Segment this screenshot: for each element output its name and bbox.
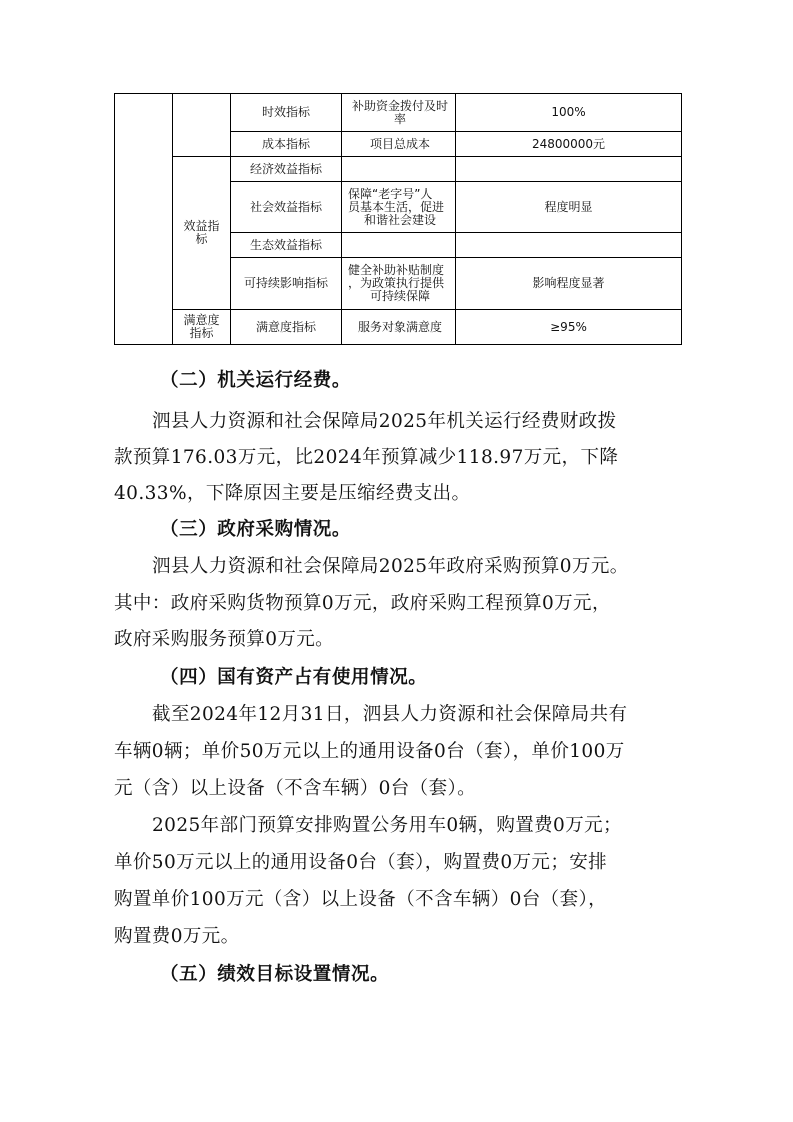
description-line: 补助资金拨付及时 [351, 98, 448, 113]
value-cell: ≥95% [456, 310, 682, 345]
indicator-cell: 时效指标 [231, 94, 342, 132]
description-line: 服务对象满意度 [357, 319, 442, 334]
value-cell: 24800000元 [456, 132, 682, 157]
indicator-cell: 社会效益指标 [231, 182, 342, 233]
paragraph-line: 泗县人力资源和社会保障局2025年机关运行经费财政拨 [152, 411, 617, 432]
paragraph-line: 其中：政府采购货物预算0万元，政府采购工程预算0万元， [114, 593, 611, 614]
paragraph-line: 40.33%，下降原因主要是压缩经费支出。 [114, 483, 471, 504]
paragraph-line: 2025年部门预算安排购置公务用车0辆，购置费0万元； [152, 815, 622, 836]
description-cell [342, 94, 456, 132]
description-line: 项目总成本 [369, 136, 430, 151]
performance-indicator-table [114, 93, 682, 345]
satisfaction-label-line: 指标 [189, 326, 214, 340]
value-cell [456, 233, 682, 258]
benefit-indicator-cell [173, 157, 231, 310]
description-line: 健全补助补贴制度 [348, 263, 445, 277]
paragraph-line: 政府采购服务预算0万元。 [114, 629, 335, 650]
value-cell [456, 157, 682, 182]
section-heading: （四）国有资产占有使用情况。 [160, 667, 428, 688]
paragraph-line: 购置单价100万元（含）以上设备（不含车辆）0台（套）， [114, 889, 608, 910]
indicator-cell: 成本指标 [231, 132, 342, 157]
indicator-cell: 满意度指标 [231, 310, 342, 345]
indicator-cell: 经济效益指标 [231, 157, 342, 182]
table-row [115, 310, 682, 345]
value-cell: 100% [456, 94, 682, 132]
description-cell [342, 258, 456, 310]
section-heading: （五）绩效目标设置情况。 [160, 964, 390, 985]
section-heading: （三）政府采购情况。 [160, 519, 352, 540]
paragraph-line: 泗县人力资源和社会保障局2025年政府采购预算0万元。 [152, 556, 629, 577]
value-cell: 程度明显 [456, 182, 682, 233]
description-line: 和谐社会建设 [363, 212, 436, 227]
paragraph-line: 车辆0辆；单价50万元以上的通用设备0台（套），单价100万 [114, 741, 625, 762]
table-row [115, 94, 682, 132]
description-cell [342, 182, 456, 233]
description-line: ，为政策执行提供 [348, 276, 445, 290]
benefit-label-line: 效益指 [183, 219, 220, 233]
description-cell [342, 157, 456, 182]
paragraph-line: 购置费0万元。 [114, 926, 240, 947]
description-cell [342, 310, 456, 345]
benefit-label-line: 标 [195, 232, 208, 246]
value-cell: 影响程度显著 [456, 258, 682, 310]
paragraph-line: 单价50万元以上的通用设备0台（套），购置费0万元；安排 [114, 852, 608, 873]
section-heading: （二）机关运行经费。 [160, 370, 352, 391]
description-line: 保障“老字号”人 [348, 186, 433, 201]
description-line: 可持续保障 [369, 289, 430, 303]
satisfaction-label-line: 满意度 [183, 313, 220, 327]
level1-cell [115, 94, 173, 345]
indicator-cell: 生态效益指标 [231, 233, 342, 258]
paragraph-line: 截至2024年12月31日，泗县人力资源和社会保障局共有 [152, 704, 628, 725]
paragraph-line: 元（含）以上设备（不含车辆）0台（套）。 [114, 778, 477, 799]
description-line: 员基本生活，促进 [348, 199, 445, 214]
table-row [115, 157, 682, 182]
paragraph-line: 款预算176.03万元，比2024年预算减少118.97万元，下降 [114, 447, 619, 468]
description-cell [342, 233, 456, 258]
description-line: 率 [393, 111, 406, 126]
indicator-cell: 可持续影响指标 [231, 258, 342, 310]
description-cell [342, 132, 456, 157]
satisfaction-indicator-cell [173, 310, 231, 345]
level2-cell [173, 94, 231, 157]
